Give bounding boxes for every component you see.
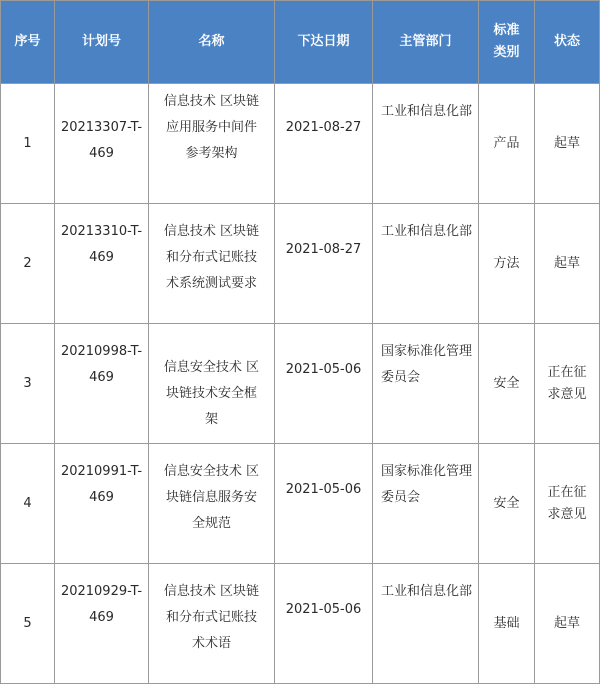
cell-issue-date: 2021-05-06 — [275, 564, 373, 684]
cell-name: 信息安全技术 区块链信息服务安全规范 — [149, 444, 275, 564]
cell-name: 信息技术 区块链应用服务中间件参考架构 — [149, 84, 275, 204]
cell-status: 正在征求意见 — [535, 444, 600, 564]
cell-status: 正在征求意见 — [535, 324, 600, 444]
header-row — [1, 1, 600, 84]
cell-standard-type: 安全 — [479, 444, 535, 564]
cell-status: 起草 — [535, 564, 600, 684]
cell-name: 信息技术 区块链和分布式记账技术术语 — [149, 564, 275, 684]
table-row — [1, 564, 600, 684]
cell-standard-type: 基础 — [479, 564, 535, 684]
cell-plan-number: 20213307-T-469 — [55, 84, 149, 204]
cell-issue-date: 2021-05-06 — [275, 444, 373, 564]
cell-plan-number: 20210929-T-469 — [55, 564, 149, 684]
cell-status: 起草 — [535, 204, 600, 324]
cell-index: 1 — [1, 84, 55, 204]
cell-standard-type: 安全 — [479, 324, 535, 444]
cell-department: 国家标准化管理委员会 — [373, 324, 479, 444]
cell-issue-date: 2021-08-27 — [275, 84, 373, 204]
cell-department: 工业和信息化部 — [373, 84, 479, 204]
cell-plan-number: 20213310-T-469 — [55, 204, 149, 324]
cell-department: 国家标准化管理委员会 — [373, 444, 479, 564]
cell-name: 信息技术 区块链和分布式记账技术系统测试要求 — [149, 204, 275, 324]
cell-plan-number: 20210998-T-469 — [55, 324, 149, 444]
header-department: 主管部门 — [373, 1, 479, 84]
cell-name: 信息安全技术 区块链技术安全框架 — [149, 324, 275, 444]
table-row — [1, 204, 600, 324]
header-standard-type: 标准类别 — [479, 1, 535, 84]
header-issue-date: 下达日期 — [275, 1, 373, 84]
cell-issue-date: 2021-08-27 — [275, 204, 373, 324]
cell-standard-type: 方法 — [479, 204, 535, 324]
cell-index: 4 — [1, 444, 55, 564]
cell-index: 2 — [1, 204, 55, 324]
cell-plan-number: 20210991-T-469 — [55, 444, 149, 564]
cell-standard-type: 产品 — [479, 84, 535, 204]
header-index: 序号 — [1, 1, 55, 84]
table-row — [1, 444, 600, 564]
cell-issue-date: 2021-05-06 — [275, 324, 373, 444]
header-status: 状态 — [535, 1, 600, 84]
table-row — [1, 84, 600, 204]
table-row — [1, 324, 600, 444]
cell-department: 工业和信息化部 — [373, 564, 479, 684]
cell-status: 起草 — [535, 84, 600, 204]
cell-index: 3 — [1, 324, 55, 444]
header-plan-number: 计划号 — [55, 1, 149, 84]
header-name: 名称 — [149, 1, 275, 84]
cell-department: 工业和信息化部 — [373, 204, 479, 324]
cell-index: 5 — [1, 564, 55, 684]
